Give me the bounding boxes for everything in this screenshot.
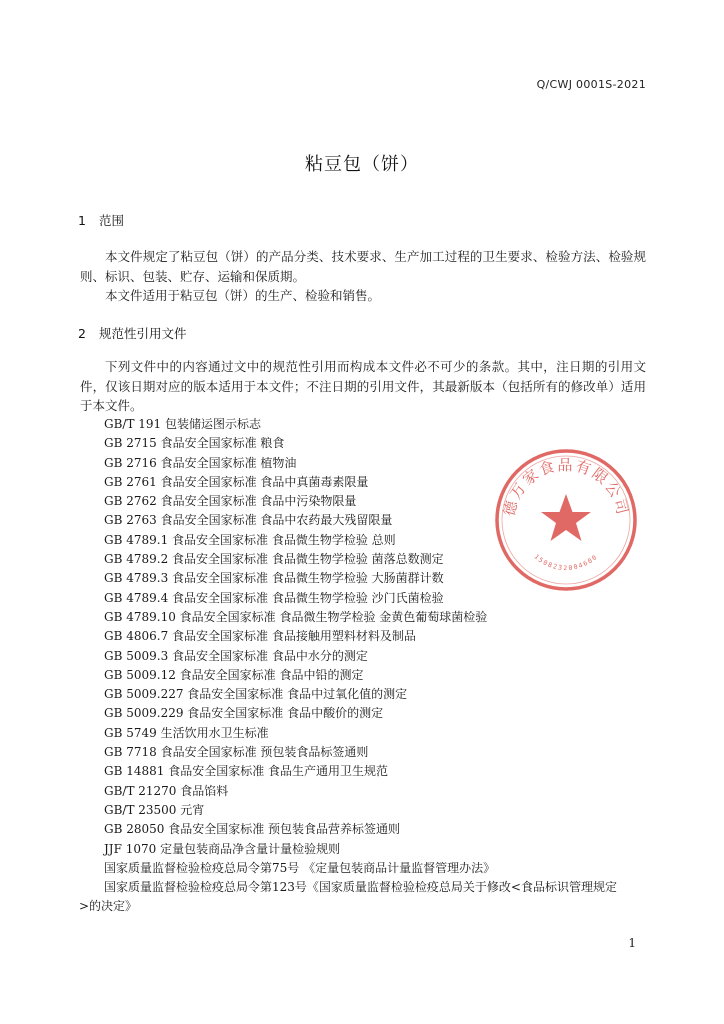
section-2-title: 规范性引用文件 [99,326,187,341]
scope-paragraph-1: 本文件规定了粘豆包（饼）的产品分类、技术要求、生产加工过程的卫生要求、检验方法、检验规则、标识、包装、贮存、运输和保质期。 [80,249,646,284]
section-2-number: 2 [78,326,86,341]
reference-item: GB/T 23500 元宵 [104,802,205,817]
seal-company-name-path: 德万家食品有限公司 [500,456,632,519]
reference-item: GB/T 191 包装储运图示标志 [104,417,261,431]
section-1-heading [78,211,124,229]
seal-serial-number [533,553,600,572]
seal-serial-path: 1508232004600 [532,552,600,573]
reference-item: GB 2761 食品安全国家标准 食品中真菌毒素限量 [104,474,369,489]
section-1-number: 1 [78,213,86,228]
reference-item: GB 5009.229 食品安全国家标准 食品中酸价的测定 [104,706,384,721]
reference-item: GB 28050 食品安全国家标准 预包装食品营养标签通则 [104,822,401,837]
reference-item: GB 5009.227 食品安全国家标准 食品中过氧化值的测定 [104,687,408,702]
reference-item: GB 4789.2 食品安全国家标准 食品微生物学检验 菌落总数测定 [104,552,444,567]
reference-item: GB 4789.4 食品安全国家标准 食品微生物学检验 沙门氏菌检验 [104,590,444,605]
page-number: 1 [628,936,636,950]
reference-item: GB 14881 食品安全国家标准 食品生产通用卫生规范 [104,764,389,779]
reference-item: GB 5009.3 食品安全国家标准 食品中水分的测定 [104,648,368,663]
reference-item: GB 2715 食品安全国家标准 粮食 [104,436,285,451]
reference-item-last [79,878,664,917]
reference-item: GB 2762 食品安全国家标准 食品中污染物限量 [104,494,357,509]
scope-paragraph-2: 本文件适用于粘豆包（饼）的生产、检验和销售。 [105,288,381,303]
document-code: Q/CWJ 0001S-2021 [536,78,646,91]
reference-item: GB 7718 食品安全国家标准 预包装食品标签通则 [104,745,369,760]
section-1-title: 范围 [99,213,125,228]
reference-item: GB 4806.7 食品安全国家标准 食品接触用塑料材料及制品 [104,629,416,644]
reference-item: GB 2716 食品安全国家标准 植物油 [104,455,297,470]
reference-item: GB 4789.1 食品安全国家标准 食品微生物学检验 总则 [104,532,396,547]
reference-item-last-line-1: 国家质量监督检验检疫总局令第123号《国家质量监督检验检疫总局关于修改<食品标识管理规定 [104,880,617,895]
reference-item: GB 5009.12 食品安全国家标准 食品中铅的测定 [104,667,364,682]
references-intro-paragraph: 下列文件中的内容通过文中的规范性引用而构成本文件必不可少的条款。其中，注日期的引用文件，仅该日期对应的版本适用于本文件；不注日期的引用文件，其最新版本（包括所有的修改单）适用于本文件。 [80,359,646,413]
company-seal-stamp [492,446,640,594]
reference-item: 国家质量监督检验检疫总局令第75号 《定量包装商品计量监督管理办法》 [104,860,496,875]
reference-item-last-line-2: >的决定》 [79,899,138,914]
seal-star-icon [541,494,591,541]
document-title: 粘豆包（饼） [305,154,419,175]
reference-item: GB 5749 生活饮用水卫生标准 [104,725,269,740]
reference-item: GB 4789.3 食品安全国家标准 食品微生物学检验 大肠菌群计数 [104,571,444,586]
reference-item: JJF 1070 定量包装商品净含量计量检验规则 [104,841,341,856]
section-2-heading [78,324,187,342]
reference-item: GB 4789.10 食品安全国家标准 食品微生物学检验 金黄色葡萄球菌检验 [104,609,488,624]
reference-item: GB/T 21270 食品馅料 [104,783,229,798]
reference-item: GB 2763 食品安全国家标准 食品中农药最大残留限量 [104,513,393,528]
